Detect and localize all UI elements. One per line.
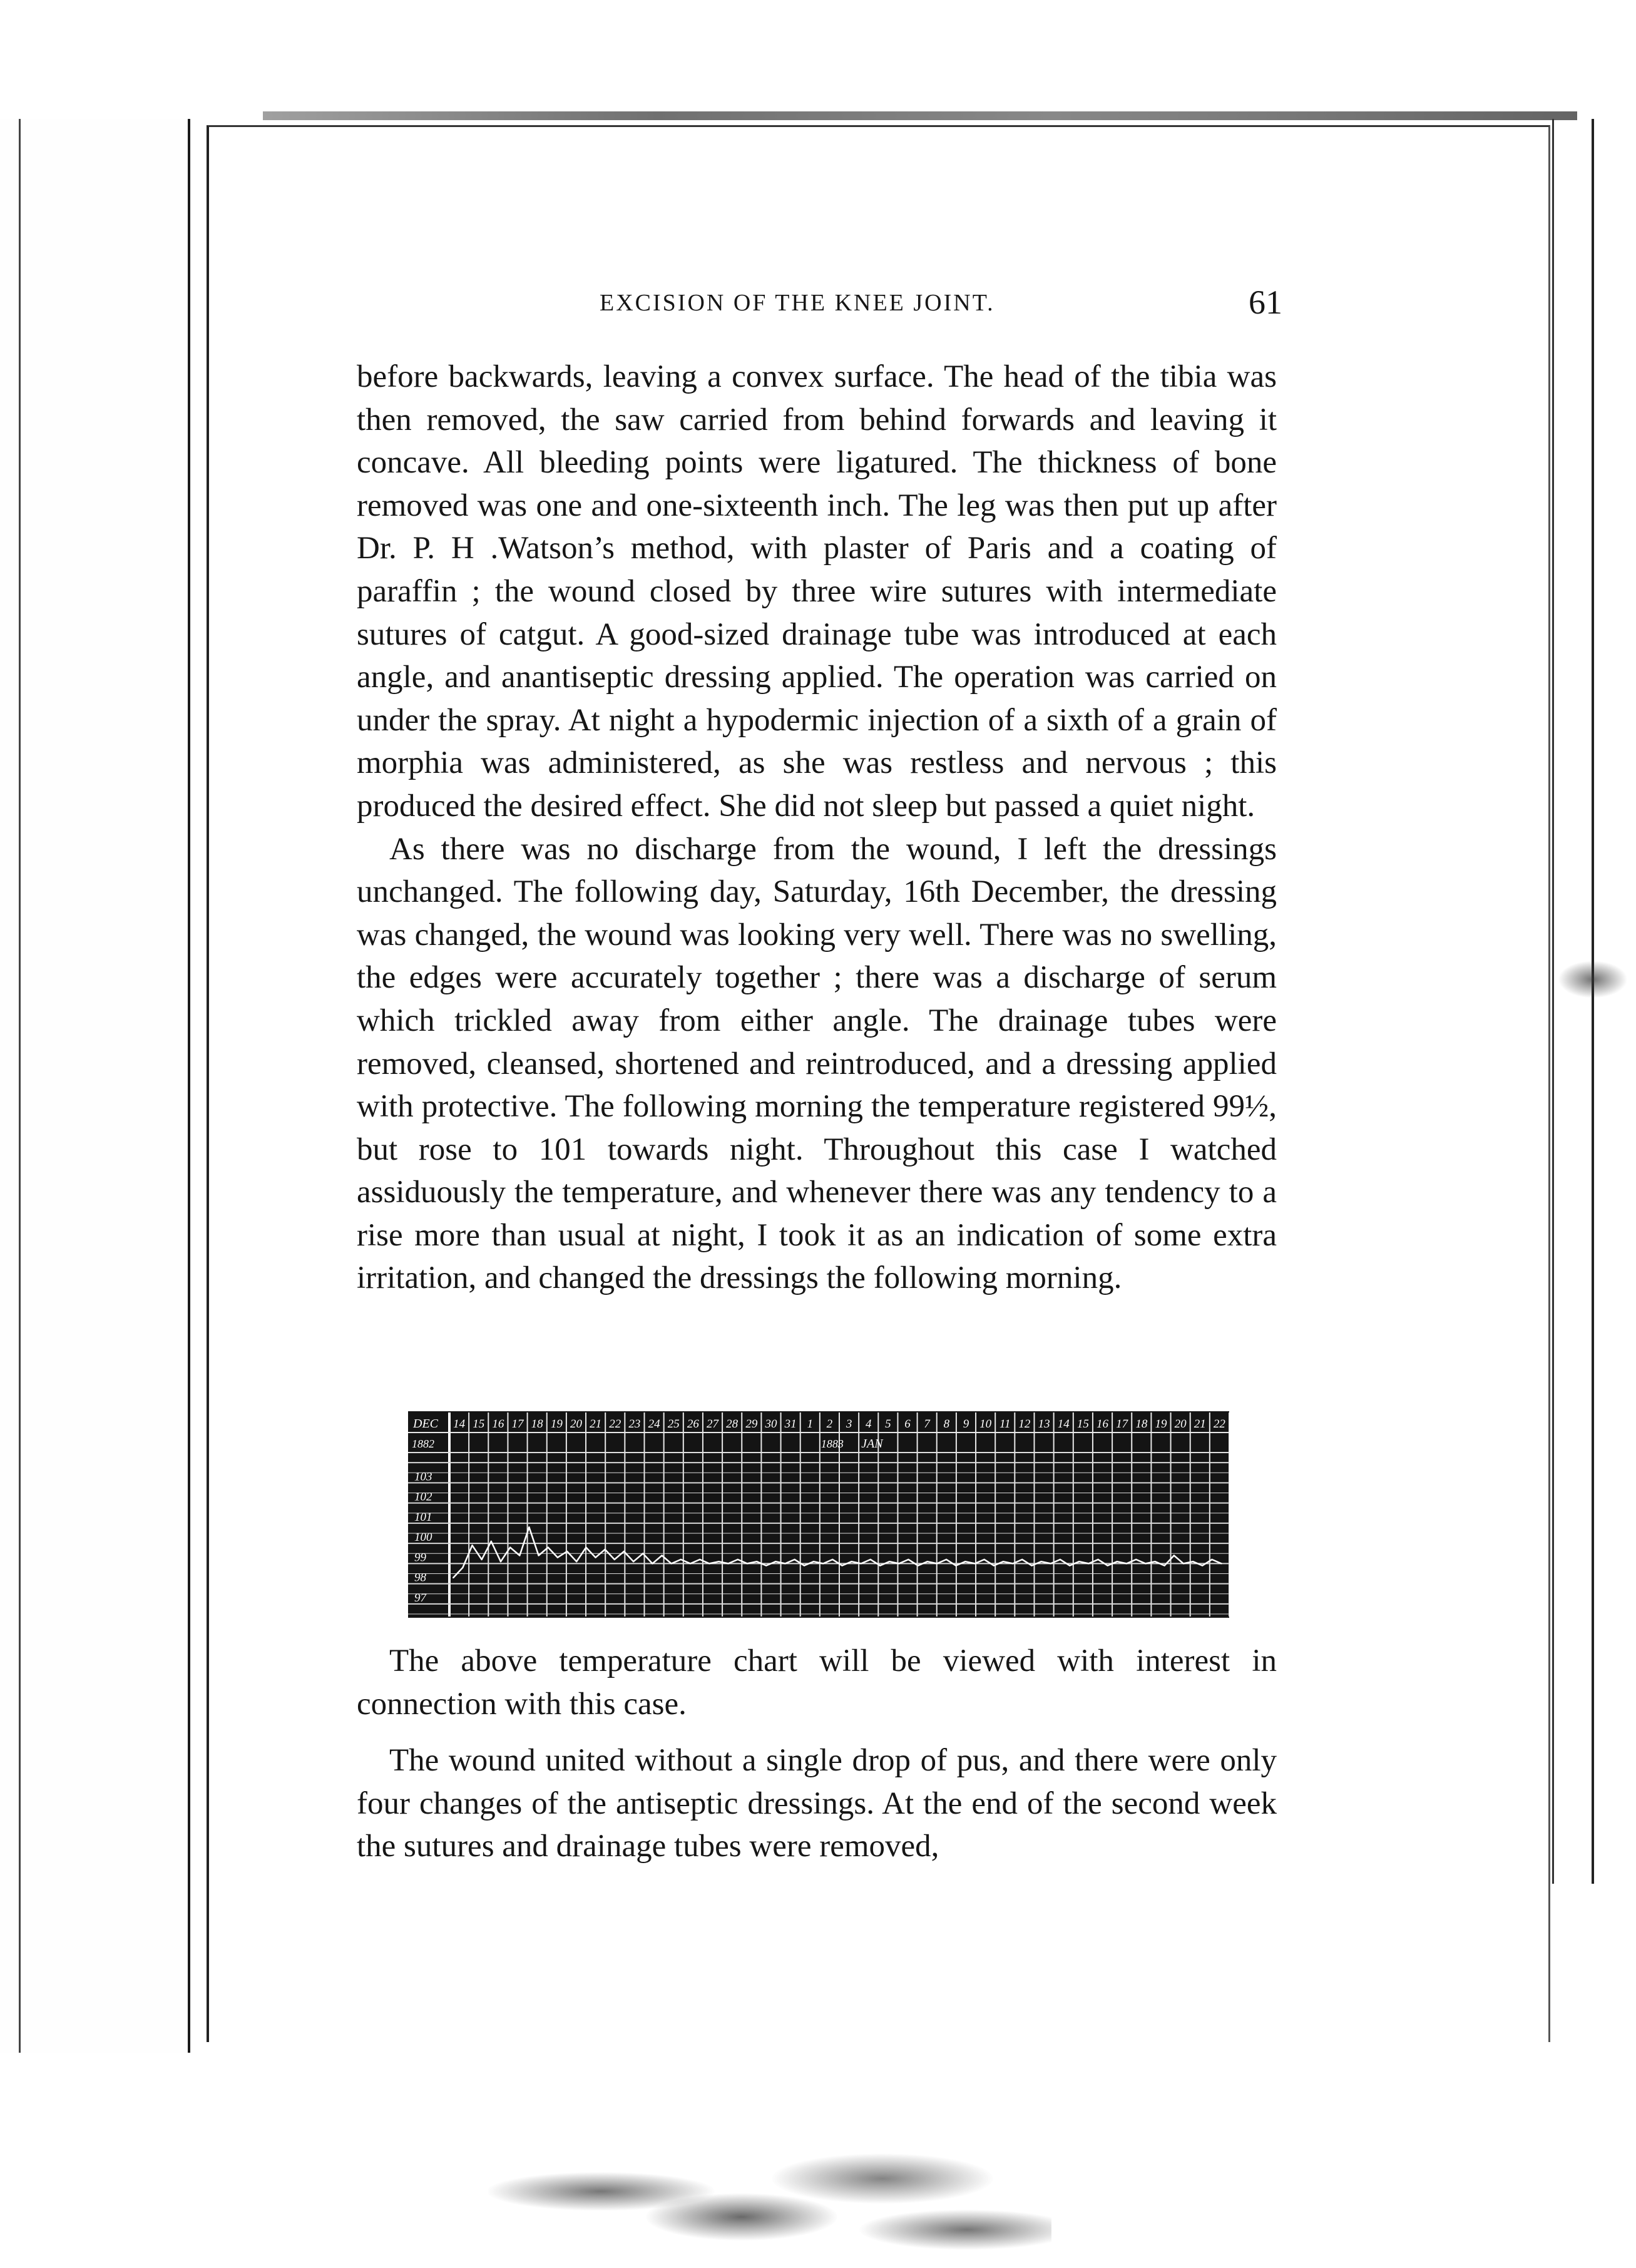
temperature-point [927,1561,928,1562]
temperature-point [841,1565,842,1566]
month-label: DEC [413,1417,438,1431]
day-tick-label: 27 [707,1418,719,1431]
temperature-point [671,1563,672,1564]
temperature-point [870,1559,871,1560]
temperature-point [614,1559,615,1560]
temperature-point [917,1565,918,1566]
day-tick-label: 20 [1174,1418,1187,1431]
temperature-point [1183,1563,1184,1564]
temperature-point [784,1563,785,1564]
temperature-point [984,1559,985,1560]
paragraph-3: The above temperature chart will be viewed with interest in connection with this case. [357,1643,1277,1722]
day-tick-label: 19 [550,1418,563,1431]
month-label: JAN [861,1437,883,1451]
temperature-point [633,1561,634,1562]
y-tick-label: 101 [414,1510,432,1524]
page-number: 61 [1249,284,1282,321]
temperature-point [1173,1555,1175,1556]
temperature-point [1031,1565,1032,1566]
day-tick-label: 23 [628,1418,641,1431]
temperature-point [708,1563,710,1564]
temperature-point [804,1565,805,1566]
temperature-point [661,1555,662,1556]
year-label: 1882 [412,1438,434,1450]
temperature-point [889,1561,890,1562]
temperature-point [462,1567,463,1568]
day-tick-label: 24 [648,1418,660,1431]
temperature-point [1060,1559,1061,1560]
temperature-point [1003,1561,1004,1562]
temperature-point [765,1565,767,1566]
day-tick-label: 13 [1038,1418,1050,1431]
temperature-point [538,1555,539,1556]
temperature-point [1220,1563,1222,1564]
day-tick-label: 8 [943,1418,950,1431]
temperature-point [993,1565,994,1566]
day-tick-label: 18 [1135,1418,1148,1431]
running-head: EXCISION OF THE KNEE JOINT. [600,290,995,316]
day-tick-label: 28 [726,1418,739,1431]
temperature-point [907,1559,909,1560]
day-tick-label: 19 [1155,1418,1167,1431]
temperature-point [699,1559,700,1560]
temperature-point [727,1563,729,1564]
y-tick-label: 100 [414,1531,432,1545]
temperature-point [528,1526,529,1528]
temperature-point [936,1563,938,1564]
temperature-point [964,1561,966,1562]
day-tick-label: 4 [865,1418,872,1431]
day-tick-label: 14 [453,1418,466,1431]
temperature-point [481,1559,482,1560]
temperature-point [1088,1563,1089,1564]
scan-bottom-debris [488,2140,1051,2268]
temperature-chart-svg [408,1411,1229,1618]
temperature-point [946,1559,947,1560]
day-tick-label: 29 [745,1418,758,1431]
paragraph-2: As there was no discharge from the wound, I left the dressings unchanged. The following day, Saturday, 16th December, the dressing was changed, the wound was looking very well. There was no swelling, the edges were accurately together ; there was a discharge of serum which trickled away from either angle. The drainage tubes were removed, cleansed, shortened and reintroduced, and a dressing applied with protective. The following morning the temperature registered 99½, but rose to 101 towards night. Throughout this case I watched assiduously the temperature, and whenever there was any tendency to a rise more than usual at night, I took it as an indication of some extra irritation, and changed the dressings the following morning. [357,831,1277,1296]
temperature-point [898,1563,899,1564]
day-tick-label: 5 [885,1418,891,1431]
temperature-point [861,1563,862,1564]
day-tick-label: 10 [979,1418,992,1431]
temperature-point [1012,1563,1013,1564]
scan-top-border [263,111,1577,120]
day-tick-label: 18 [531,1418,543,1431]
temperature-point [1050,1563,1051,1564]
day-tick-label: 22 [609,1418,621,1431]
day-tick-label: 11 [999,1418,1011,1431]
temperature-point [879,1565,881,1566]
body-text-top [357,355,1277,1300]
temperature-point [500,1561,501,1562]
day-tick-label: 9 [963,1418,969,1431]
temperature-point [1078,1561,1080,1562]
temperature-point [690,1563,691,1564]
day-tick-label: 21 [590,1418,602,1431]
temperature-point [471,1545,473,1546]
facing-page-edge [0,119,21,2053]
day-tick-label: 21 [1194,1418,1206,1431]
facing-page [0,119,190,2053]
temperature-point [737,1559,739,1560]
day-tick-label: 20 [570,1418,582,1431]
paragraph-4: The wound united without a single drop of pus, and there were only four changes of the antiseptic dressings. At the end of the second week the sutures and drainage tubes were removed, [357,1743,1277,1864]
paragraph-1: before backwards, leaving a convex surface. The head of the tibia was then removed, the saw carried from behind forwards and leaving it concave. All bleeding points were ligatured. The thickness of bone removed was one and one-sixteenth inch. The leg was then put up after Dr. P. H .Watson’s method, with plaster of Paris and a coating of paraffin ; the wound closed by three wire sutures with intermediate sutures of catgut. A good-sized drainage tube was introduced at each angle, and anantiseptic dressing applied. The operation was carried on under the spray. At night a hypodermic injection of a sixth of a grain of morphia was administered, as she was restless and nervous ; this produced the desired effect. She did not sleep but passed a quiet night. [357,359,1277,824]
temperature-point [1202,1565,1203,1566]
temperature-point [566,1551,568,1552]
day-tick-label: 3 [846,1418,852,1431]
day-tick-label: 2 [826,1418,833,1431]
day-tick-label: 15 [1076,1418,1089,1431]
temperature-point [604,1549,605,1550]
day-tick-label: 12 [1018,1418,1031,1431]
temperature-point [1021,1559,1023,1560]
temperature-point [1211,1559,1212,1560]
y-tick-label: 102 [414,1490,432,1504]
temperature-point [1163,1565,1165,1566]
day-tick-label: 26 [687,1418,699,1431]
temperature-point [775,1561,776,1562]
temperature-point [1145,1563,1146,1564]
day-tick-label: 17 [1116,1418,1128,1431]
temperature-point [548,1546,549,1548]
temperature-point [813,1561,814,1562]
temperature-chart [408,1411,1229,1618]
day-tick-label: 25 [667,1418,680,1431]
temperature-point [794,1559,795,1560]
temperature-point [652,1563,653,1564]
temperature-point [595,1557,596,1558]
temperature-point [851,1561,852,1562]
temperature-point [756,1561,757,1562]
day-tick-label: 17 [511,1418,524,1431]
temperature-point [1154,1561,1155,1562]
day-tick-label: 16 [492,1418,504,1431]
day-tick-label: 22 [1213,1418,1225,1431]
y-tick-label: 103 [414,1470,432,1484]
day-tick-label: 6 [904,1418,911,1431]
day-tick-label: 16 [1097,1418,1109,1431]
scan-side-blot [1552,958,1633,1001]
temperature-point [623,1551,625,1552]
temperature-point [585,1546,586,1548]
temperature-point [832,1559,833,1560]
temperature-point [1040,1561,1041,1562]
y-tick-label: 99 [414,1551,426,1565]
page-stack-edge [1552,119,1594,1884]
temperature-point [1135,1559,1137,1560]
temperature-point [747,1563,748,1564]
temperature-point [822,1563,824,1564]
temperature-point [519,1555,520,1556]
temperature-point [576,1561,577,1562]
temperature-point [680,1559,682,1560]
temperature-point [1107,1565,1108,1566]
temperature-point [452,1577,454,1578]
temperature-point [491,1541,492,1542]
day-tick-label: 7 [924,1418,930,1431]
y-tick-label: 98 [414,1571,426,1585]
temperature-point [1097,1559,1098,1560]
temperature-point [955,1565,956,1566]
day-tick-label: 31 [784,1418,797,1431]
temperature-point [642,1553,643,1554]
temperature-point [1126,1563,1127,1564]
y-tick-label: 97 [414,1591,426,1605]
temperature-point [509,1546,511,1548]
temperature-point [557,1557,558,1558]
year-label: 1883 [821,1438,844,1450]
day-tick-label: 1 [807,1418,814,1431]
temperature-point [1117,1561,1118,1562]
temperature-point [1069,1565,1070,1566]
body-text-bottom [357,1640,1277,1868]
day-tick-label: 30 [765,1418,777,1431]
day-tick-label: 14 [1057,1418,1070,1431]
day-tick-label: 15 [473,1418,485,1431]
temperature-point [1192,1561,1194,1562]
temperature-point [718,1561,719,1562]
temperature-point [974,1563,975,1564]
chart-background [408,1411,1229,1618]
